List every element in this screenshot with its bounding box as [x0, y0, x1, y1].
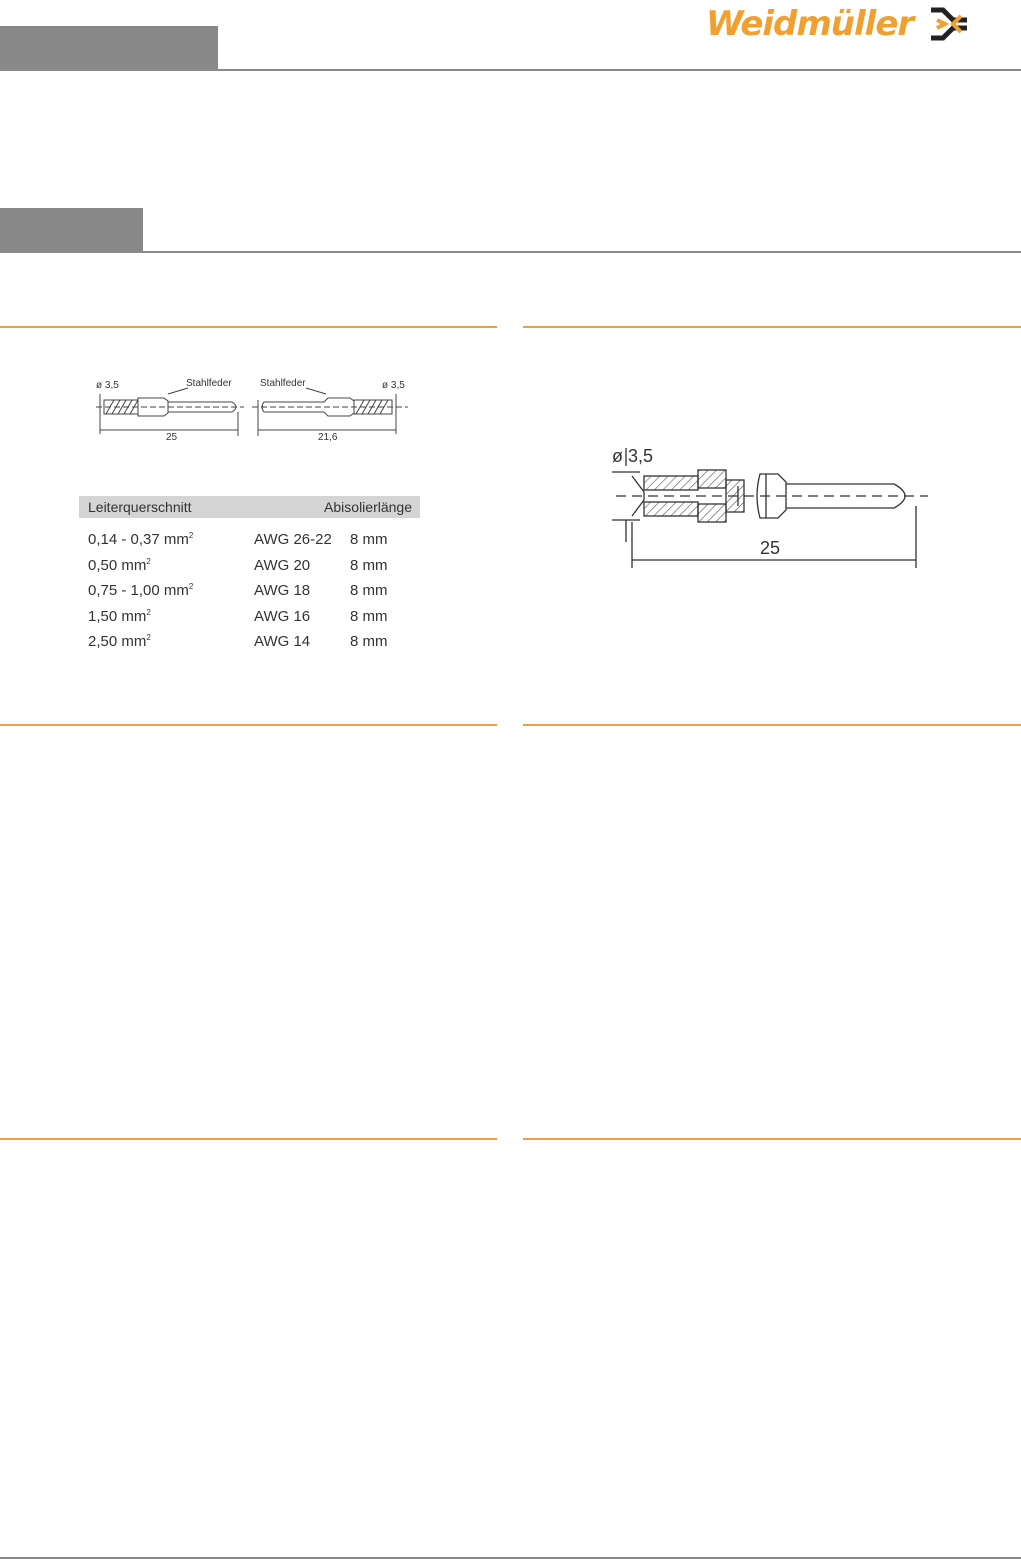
row-awg: AWG 18 [254, 582, 311, 599]
right-length-label: 21,6 [318, 432, 338, 443]
divider-right-3 [523, 1138, 1021, 1140]
row-superscript: 2 [146, 557, 151, 566]
row-awg: AWG 16 [254, 608, 311, 625]
contact-drawing-small [92, 372, 412, 452]
divider-left-2 [0, 724, 497, 726]
row-section: 0,50 mm [88, 557, 147, 574]
row-strip: 8 mm [350, 582, 388, 599]
contact-drawing-large [606, 436, 946, 576]
row-awg: AWG 26-22 [254, 531, 332, 548]
row-awg: AWG 14 [254, 633, 311, 650]
header-leiterquerschnitt: Leiterquerschnitt [88, 499, 192, 515]
right-diameter-label: ø 3,5 [382, 380, 405, 391]
divider-right-1 [523, 326, 1021, 328]
row-strip: 8 mm [350, 633, 388, 650]
table-header [79, 496, 420, 518]
brand-logo [706, 2, 971, 46]
header-abisolierlaenge: Abisolierlänge [324, 499, 412, 515]
row-section: 0,14 - 0,37 mm [88, 531, 189, 548]
divider-left-1 [0, 326, 497, 328]
left-length-label: 25 [166, 432, 178, 443]
row-section: 0,75 - 1,00 mm [88, 582, 189, 599]
row-superscript: 2 [146, 608, 151, 617]
row-section: 1,50 mm [88, 608, 147, 625]
footer-rule [0, 1557, 1021, 1559]
row-awg: AWG 20 [254, 557, 311, 574]
row-strip: 8 mm [350, 531, 388, 548]
left-spring-label: Stahlfeder [186, 378, 232, 389]
diameter-label: ø 3,5 [612, 446, 654, 466]
row-strip: 8 mm [350, 557, 388, 574]
row-superscript: 2 [146, 633, 151, 642]
left-diameter-label: ø 3,5 [96, 380, 119, 391]
row-superscript: 2 [188, 582, 194, 591]
section-rule [0, 251, 1021, 253]
right-spring-label: Stahlfeder [260, 378, 306, 389]
header-tab [0, 26, 218, 70]
brand-mark-icon [927, 6, 971, 42]
divider-right-2 [523, 724, 1021, 726]
length-label: 25 [760, 538, 781, 558]
row-section: 2,50 mm [88, 633, 147, 650]
brand-logo-text: Weidmüller [706, 4, 914, 44]
row-superscript: 2 [188, 531, 194, 540]
header-rule [0, 69, 1021, 71]
section-tab [0, 208, 143, 251]
divider-left-3 [0, 1138, 497, 1140]
row-strip: 8 mm [350, 608, 388, 625]
